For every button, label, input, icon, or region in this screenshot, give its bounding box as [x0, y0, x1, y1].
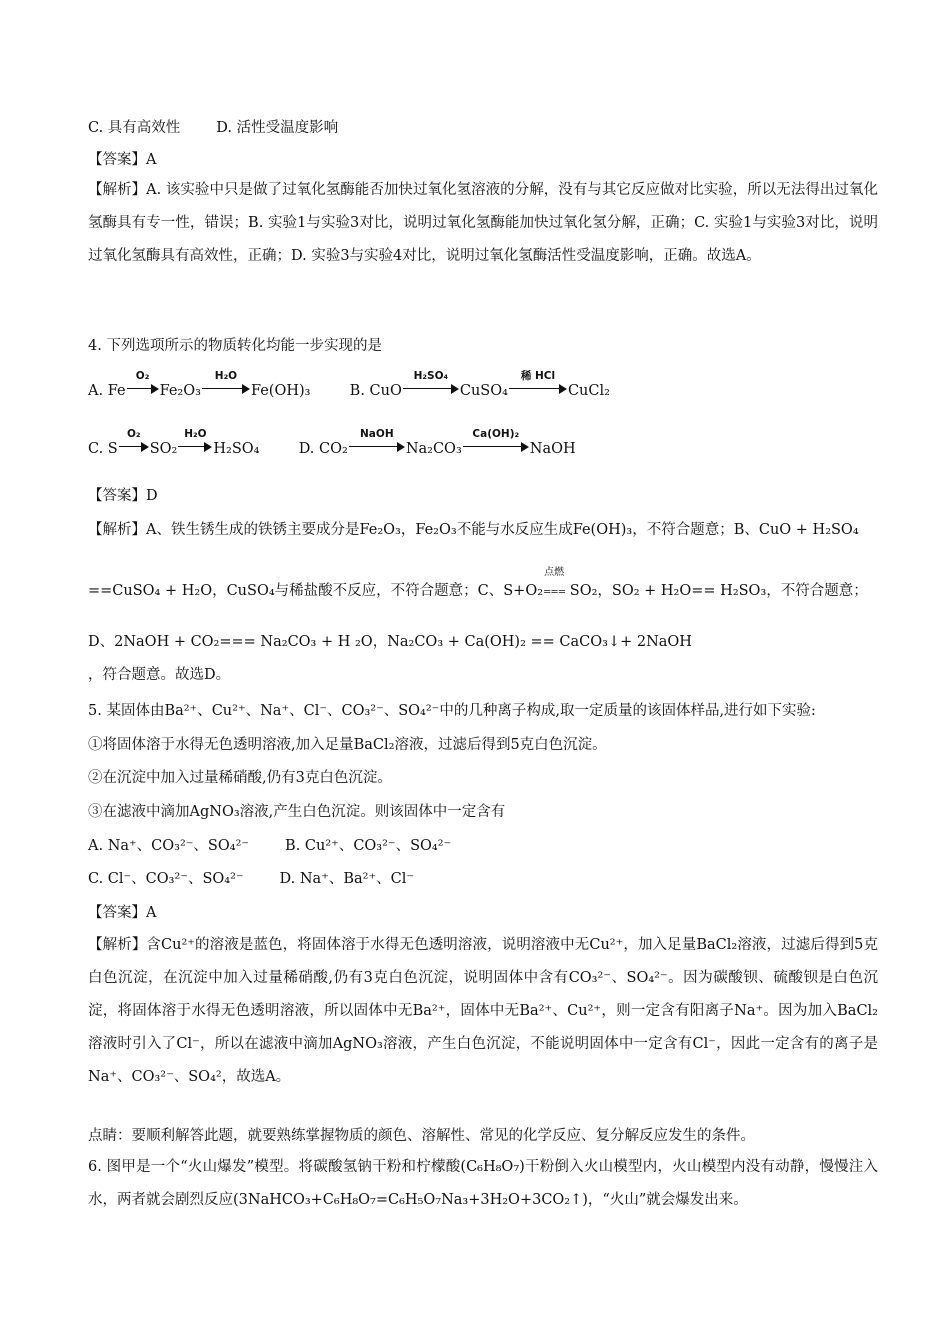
q4-stem: 4. 下列选项所示的物质转化均能一步实现的是: [88, 338, 382, 354]
q5-stem: 5. 某固体由Ba²⁺、Cu²⁺、Na⁺、Cl⁻、CO₃²⁻、SO₄²⁻中的几种离子构成,取一定质量的该固体样品,进行如下实验:: [88, 703, 816, 719]
reaction-arrow: NaOH: [349, 439, 405, 459]
q5-options-ab: [88, 836, 880, 856]
q3-answer: 【答案】A: [88, 152, 157, 168]
reaction-arrow: O₂: [127, 381, 159, 401]
q3-options-cd: [88, 118, 880, 138]
q5-option-b: B. Cu²⁺、CO₃²⁻、SO₄²⁻: [285, 838, 452, 854]
q5-analysis: 【解析】含Cu²⁺的溶液是蓝色，将固体溶于水得无色透明溶液，说明溶液中无Cu²⁺，加入足量BaCl₂溶液，过滤后得到5克白色沉淀，在沉淀中加入过量稀硝酸,仍有3克白色沉淀，说明固体中含有CO₃²⁻、SO₄²⁻。因为碳酸钡、硫酸钡是白色沉淀，将固体溶于水得无色透明溶液，所以固体中无Ba²⁺，固体中无Ba²⁺、Cu²⁺，则一定含有阳离子Na⁺。因为加入BaCl₂溶液时引入了Cl⁻，所以在滤液中滴加AgNO₃溶液，产生白色沉淀，不能说明固体中一定含有Cl⁻，因此一定含有的离子是Na⁺、CO₃²⁻、SO₄²，故选A。: [88, 937, 878, 1085]
q4-option-a: A. Fe O₂ Fe₂O₃ H₂O Fe(OH)₃: [88, 370, 311, 399]
q5-step3: ③在滤液中滴加AgNO₃溶液,产生白色沉淀。则该固体中一定含有: [88, 804, 506, 820]
q5-step1: ①将固体溶于水得无色透明溶液,加入足量BaCl₂溶液，过滤后得到5克白色沉淀。: [88, 737, 607, 753]
q4-analysis-line2: ==CuSO₄ + H₂O，CuSO₄与稀盐酸不反应，不符合题意；C、S+O₂ 点燃 === SO₂，SO₂ + H₂O== H₂SO₃，不符合题意；: [88, 581, 880, 603]
q5-options-cd: [88, 869, 880, 889]
q4-options-ab: [88, 370, 880, 401]
q4-analysis-line1: 【解析】A、铁生锈生成的铁锈主要成分是Fe₂O₃，Fe₂O₃不能与水反应生成Fe(OH)₃，不符合题意；B、CuO + H₂SO₄: [88, 522, 859, 538]
ignite-condition: 点燃 ===: [543, 567, 566, 598]
reaction-arrow: H₂SO₄: [403, 381, 459, 401]
reaction-arrow: Ca(OH)₂: [463, 439, 529, 459]
q5-option-d: D. Na⁺、Ba²⁺、Cl⁻: [279, 871, 415, 887]
q4-option-d: D. CO₂ NaOH Na₂CO₃ Ca(OH)₂ NaOH: [298, 428, 576, 457]
q5-tip: 点睛：要顺利解答此题，就要熟练掌握物质的颜色、溶解性、常见的化学反应、复分解反应发生的条件。: [88, 1128, 755, 1144]
q5-answer: 【答案】A: [88, 905, 157, 921]
q3-analysis: 【解析】A. 该实验中只是做了过氧化氢酶能否加快过氧化氢溶液的分解，没有与其它反应做对比实验，所以无法得出过氧化氢酶具有专一性，错误；B. 实验1与实验3对比，说明过氧化氢酶能加快过氧化氢分解，正确；C. 实验1与实验3对比，说明过氧化氢酶具有高效性，正确；D. 实验3与实验4对比，说明过氧化氢酶活性受温度影响，正确。故选A。: [88, 182, 878, 264]
q5-option-c: C. Cl⁻、CO₃²⁻、SO₄²⁻: [88, 871, 244, 887]
q4-answer: 【答案】D: [88, 488, 158, 504]
reaction-arrow: O₂: [119, 439, 149, 459]
reaction-arrow: H₂O: [202, 381, 250, 401]
q4-option-b: B. CuO H₂SO₄ CuSO₄ 稀 HCl CuCl₂: [349, 370, 610, 399]
q5-step2: ②在沉淀中加入过量稀硝酸,仍有3克白色沉淀。: [88, 770, 392, 786]
q3-option-d: D. 活性受温度影响: [216, 120, 339, 136]
q4-option-c: C. S O₂ SO₂ H₂O H₂SO₄: [88, 428, 260, 457]
q6-stem: 6. 图甲是一个“火山爆发”模型。将碳酸氢钠干粉和柠檬酸(C₆H₈O₇)干粉倒入火山模型内，火山模型内没有动静，慢慢注入水，两者就会剧烈反应(3NaHCO₃+C₆H₈O₇=C₆H₅O₇Na₃+3H₂O+3CO₂↑)，“火山”就会爆发出来。: [88, 1159, 878, 1208]
q4-analysis-line4: ，符合题意。故选D。: [88, 667, 231, 683]
reaction-arrow: H₂O: [178, 439, 212, 459]
q5-option-a: A. Na⁺、CO₃²⁻、SO₄²⁻: [88, 838, 250, 854]
reaction-arrow: 稀 HCl: [509, 381, 567, 401]
q4-options-cd: [88, 428, 880, 459]
q3-option-c: C. 具有高效性: [88, 120, 181, 136]
q4-analysis-line3: D、2NaOH + CO₂=== Na₂CO₃ + H ₂O，Na₂CO₃ + Ca(OH)₂ == CaCO₃↓+ 2NaOH: [88, 634, 692, 650]
